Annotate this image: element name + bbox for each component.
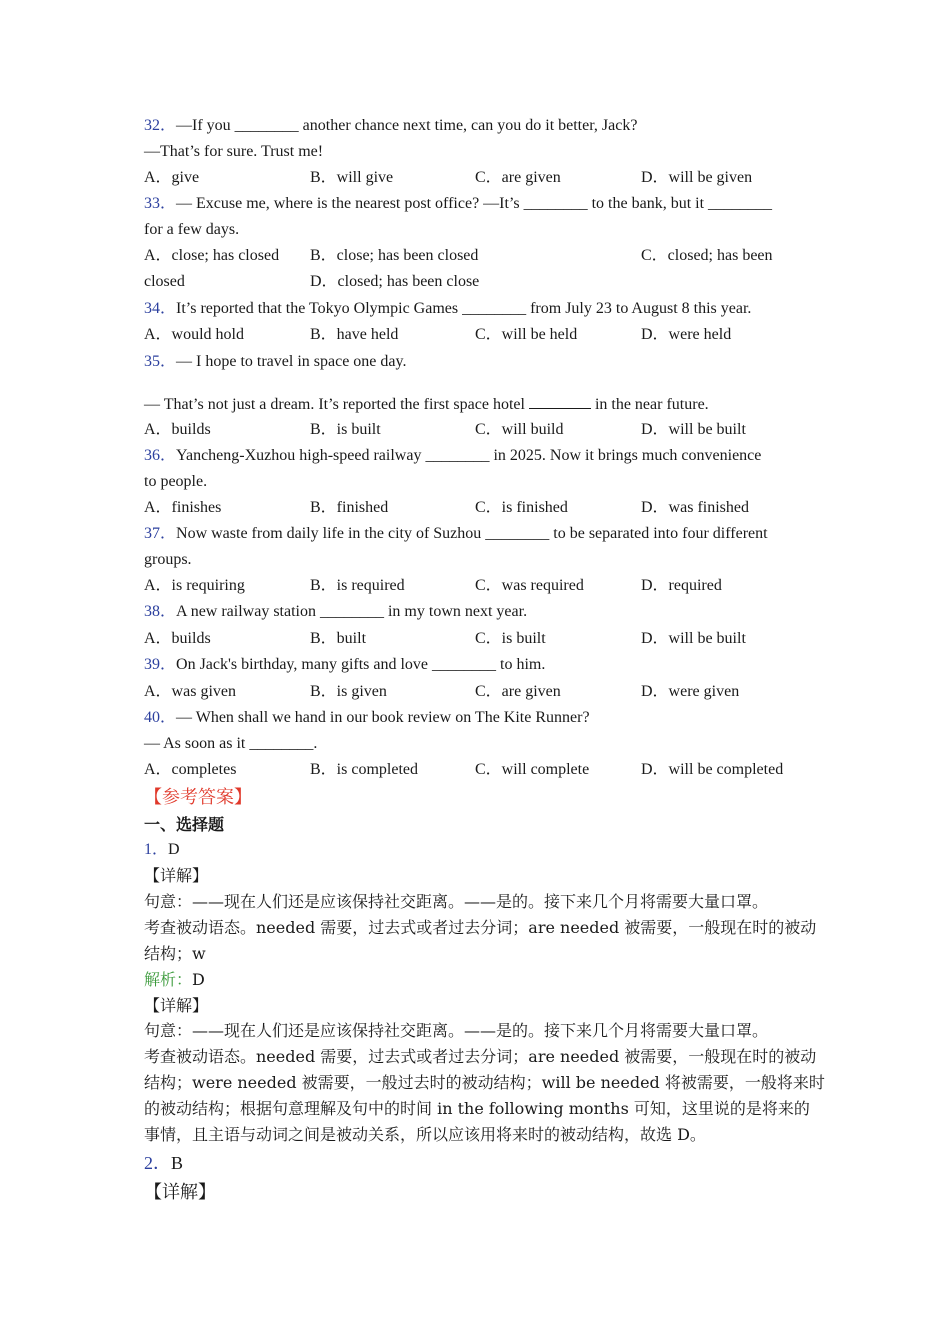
detail-label: 【详解】 [144, 1182, 216, 1203]
option-b: B．close; has been closed [310, 247, 479, 264]
option-b: B．is completed [310, 761, 418, 778]
question-36-line1: 36．Yancheng-Xuzhou high-speed railway ________ in 2025. Now it brings much convenience [144, 447, 762, 464]
option-b: B．built [310, 630, 367, 647]
question-number: 37． [144, 525, 177, 542]
question-number: 33． [144, 195, 177, 212]
detail-line: 考查被动语态。needed 需要，过去式或者过去分词；are needed 被需要，一般现在时的被动 [144, 918, 817, 937]
question-32-line2: —That’s for sure. Trust me! [144, 143, 324, 160]
option-a: A．finishes [144, 499, 222, 516]
option-a: A．would hold [144, 326, 245, 343]
question-number: 32． [144, 117, 177, 134]
question-37-line1: 37．Now waste from daily life in the city of Suzhou ________ to be separated into four different [144, 525, 768, 542]
option-c-continued: closed [144, 273, 185, 290]
answer-key-title: 【参考答案】 [144, 787, 252, 808]
blank-underline [529, 394, 591, 409]
option-a: A．builds [144, 421, 211, 438]
option-b: B．have held [310, 326, 399, 343]
option-b: B．is required [310, 577, 405, 594]
option-d: D．will be completed [641, 761, 784, 778]
option-c: C．will build [475, 421, 564, 438]
analysis-line: 解析：D [144, 970, 205, 989]
detail-line: 结构；w [144, 944, 206, 963]
detail-line: 的被动结构；根据句意理解及句中的时间 in the following months 可知，这里说的是将来的 [144, 1099, 810, 1118]
detail-line: 考查被动语态。needed 需要，过去式或者过去分词；are needed 被需要，一般现在时的被动 [144, 1047, 817, 1066]
option-d: D．will be built [641, 630, 746, 647]
option-d: D．was finished [641, 499, 749, 516]
question-33-line1: 33．— Excuse me, where is the nearest post office? —It’s ________ to the bank, but it ________ [144, 195, 773, 212]
option-a: A．completes [144, 761, 237, 778]
option-a: A．give [144, 169, 200, 186]
question-32-line1: 32．—If you ________ another chance next time, can you do it better, Jack? [144, 117, 638, 134]
option-a: A．close; has closed [144, 247, 280, 264]
option-b: B．is given [310, 683, 387, 700]
question-number: 36． [144, 447, 177, 464]
detail-line: 事情，且主语与动词之间是被动关系，所以应该用将来时的被动结构，故选 D。 [144, 1125, 706, 1144]
detail-label: 【详解】 [144, 996, 209, 1015]
question-number: 35． [144, 353, 177, 370]
question-35-line2: — That’s not just a dream. It’s reported the first space hotel in the near future. [144, 396, 709, 413]
question-35-line1: 35．— I hope to travel in space one day. [144, 353, 407, 370]
question-39-line1: 39．On Jack's birthday, many gifts and love ________ to him. [144, 656, 546, 673]
analysis-label: 解析： [144, 970, 193, 989]
option-c: C．will be held [475, 326, 578, 343]
option-c: C．are given [475, 169, 561, 186]
section-heading: 一、选择题 [144, 815, 225, 834]
question-40-line1: 40．— When shall we hand in our book review on The Kite Runner? [144, 709, 590, 726]
question-40-line2: — As soon as it ________. [144, 735, 318, 752]
option-b: B．finished [310, 499, 389, 516]
question-34-line1: 34．It’s reported that the Tokyo Olympic Games ________ from July 23 to August 8 this year. [144, 300, 752, 317]
option-a: A．was given [144, 683, 236, 700]
question-38-line1: 38．A new railway station ________ in my town next year. [144, 603, 528, 620]
option-b: B．is built [310, 421, 381, 438]
option-d: D．will be built [641, 421, 746, 438]
question-number: 38． [144, 603, 177, 620]
detail-label: 【详解】 [144, 866, 209, 885]
option-a: A．builds [144, 630, 211, 647]
question-37-line2: groups. [144, 551, 192, 568]
answer-1: 1．D [144, 841, 180, 858]
detail-line: 句意：——现在人们还是应该保持社交距离。——是的。接下来几个月将需要大量口罩。 [144, 1021, 769, 1040]
option-d: D．were given [641, 683, 740, 700]
question-number: 39． [144, 656, 177, 673]
question-number: 40． [144, 709, 177, 726]
option-d: D．were held [641, 326, 732, 343]
question-33-line2: for a few days. [144, 221, 240, 238]
option-d: D．required [641, 577, 722, 594]
option-c: C．are given [475, 683, 561, 700]
option-a: A．is requiring [144, 577, 245, 594]
option-c: C．will complete [475, 761, 590, 778]
question-36-line2: to people. [144, 473, 208, 490]
option-b: B．will give [310, 169, 394, 186]
option-c: C．closed; has been [641, 247, 773, 264]
answer-2: 2．B [144, 1153, 184, 1173]
question-number: 34． [144, 300, 177, 317]
detail-line: 结构；were needed 被需要，一般过去时的被动结构；will be needed 将被需要，一般将来时 [144, 1073, 825, 1092]
detail-line: 句意：——现在人们还是应该保持社交距离。——是的。接下来几个月将需要大量口罩。 [144, 892, 769, 911]
option-c: C．was required [475, 577, 584, 594]
option-c: C．is finished [475, 499, 568, 516]
option-d: D．closed; has been close [310, 273, 480, 290]
option-c: C．is built [475, 630, 546, 647]
option-d: D．will be given [641, 169, 753, 186]
